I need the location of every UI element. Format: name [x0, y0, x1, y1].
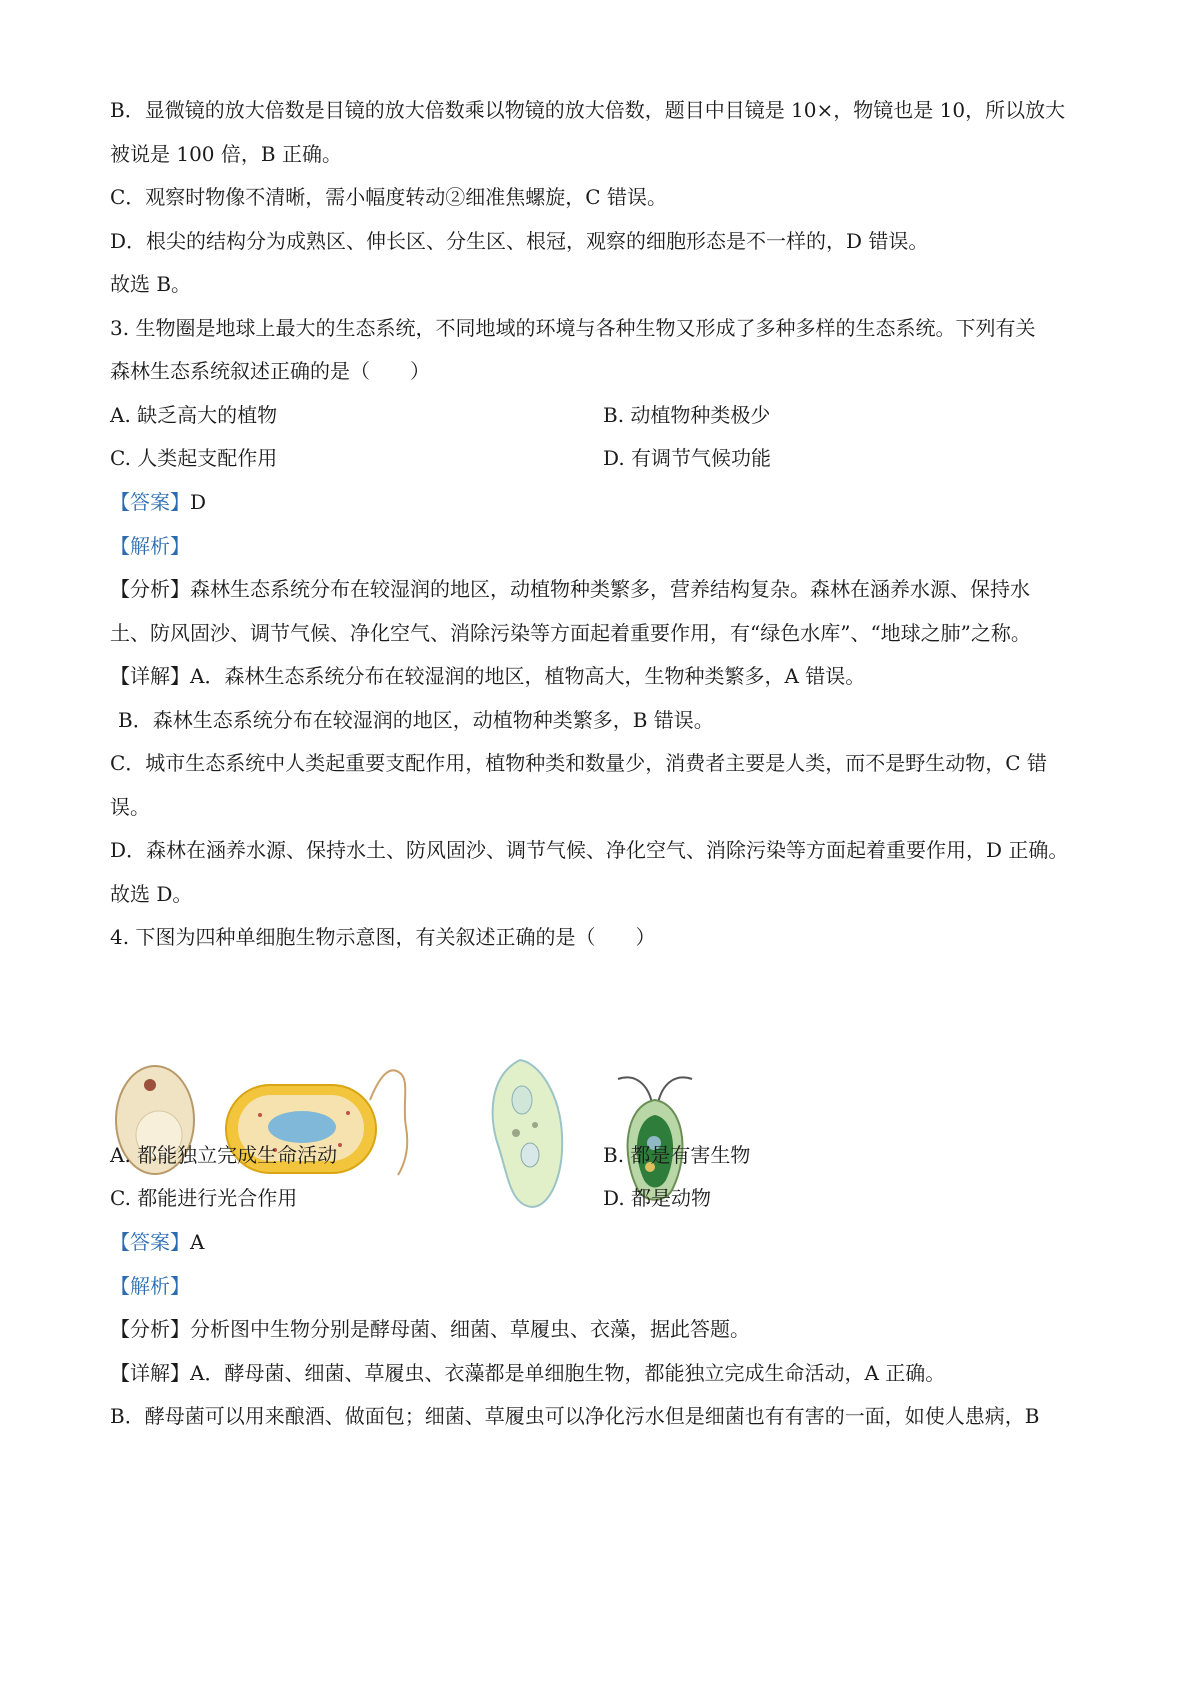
analysis-tag: 【解析】 — [110, 534, 190, 558]
q4-option-d: D. 都是动物 — [603, 1186, 712, 1210]
q2-option-b-explanation-line2: 被说是 100 倍，B 正确。 — [110, 142, 342, 166]
q4-fenxi — [110, 1315, 1100, 1343]
q4-xiangjie-b: B．酵母菌可以用来酿酒、做面包；细菌、草履虫可以净化污水但是细菌也有有害的一面，如使人患病，B — [110, 1404, 1040, 1428]
answer-tag: 【答案】 — [110, 490, 190, 514]
q3-xiangjie-c-line1: C．城市生态系统中人类起重要支配作用，植物种类和数量少，消费者主要是人类，而不是野生动物，C 错 — [110, 751, 1047, 775]
q3-fenxi-line2: 土、防风固沙、调节气候、净化空气、消除污染等方面起着重要作用，有“绿色水库”、“地球之肺”之称。 — [110, 621, 1031, 645]
q4-option-b: B. 都是有害生物 — [603, 1143, 751, 1167]
q3-xiangjie-b: B．森林生态系统分布在较湿润的地区，动植物种类繁多，B 错误。 — [118, 708, 714, 732]
q4-option-c: C. 都能进行光合作用 — [110, 1186, 298, 1210]
fenxi-text: 森林生态系统分布在较湿润的地区，动植物种类繁多，营养结构复杂。森林在涵养水源、保持水 — [190, 577, 1030, 601]
q3-option-c: C. 人类起支配作用 — [110, 446, 278, 470]
q3-option-d: D. 有调节气候功能 — [603, 446, 772, 470]
q3-fenxi-line1 — [110, 575, 1100, 603]
q3-option-a: A. 缺乏高大的植物 — [110, 403, 278, 427]
q3-xiangjie-a — [110, 662, 1100, 690]
analysis-tag: 【解析】 — [110, 1274, 190, 1298]
q2-option-c-explanation: C．观察时物像不清晰，需小幅度转动②细准焦螺旋，C 错误。 — [110, 185, 667, 209]
q3-conclusion: 故选 D。 — [110, 882, 193, 906]
answer-value: D — [190, 490, 207, 514]
q3-answer — [110, 488, 1100, 516]
fenxi-text: 分析图中生物分别是酵母菌、细菌、草履虫、衣藻，据此答题。 — [190, 1317, 750, 1341]
q4-stem: 4. 下图为四种单细胞生物示意图，有关叙述正确的是（ ） — [110, 925, 656, 949]
answer-tag: 【答案】 — [110, 1230, 190, 1254]
q2-conclusion: 故选 B。 — [110, 272, 192, 296]
bacterium-icon — [220, 1055, 420, 1190]
paramecium-icon — [480, 1055, 570, 1215]
q3-stem-line1: 3. 生物圈是地球上最大的生态系统，不同地域的环境与各种生物又形成了多种多样的生态系统。下列有关 — [110, 316, 1036, 340]
q4-answer — [110, 1228, 1100, 1256]
xiangjie-text: A．森林生态系统分布在较湿润的地区，植物高大，生物种类繁多，A 错误。 — [190, 664, 866, 688]
xiangjie-tag: 【详解】 — [110, 664, 190, 688]
q3-analysis-heading — [110, 532, 1100, 560]
q3-xiangjie-c-line2: 误。 — [110, 795, 150, 819]
fenxi-tag: 【分析】 — [110, 1317, 190, 1341]
answer-value: A — [190, 1230, 205, 1254]
q3-xiangjie-d: D．森林在涵养水源、保持水土、防风固沙、调节气候、净化空气、消除污染等方面起着重要作用，D 正确。 — [110, 838, 1069, 862]
q4-analysis-heading — [110, 1272, 1100, 1300]
q2-option-d-explanation: D．根尖的结构分为成熟区、伸长区、分生区、根冠，观察的细胞形态是不一样的，D 错误。 — [110, 229, 929, 253]
q4-xiangjie-a — [110, 1359, 1100, 1387]
q2-option-b-explanation-line1: B．显微镜的放大倍数是目镜的放大倍数乘以物镜的放大倍数，题目中目镜是 10×，物镜也是 10，所以放大 — [110, 98, 1066, 122]
xiangjie-tag: 【详解】 — [110, 1361, 190, 1385]
xiangjie-text: A．酵母菌、细菌、草履虫、衣藻都是单细胞生物，都能独立完成生命活动，A 正确。 — [190, 1361, 946, 1385]
q3-stem-line2: 森林生态系统叙述正确的是（ ） — [110, 359, 430, 383]
q3-option-b: B. 动植物种类极少 — [603, 403, 771, 427]
q4-option-a: A. 都能独立完成生命活动 — [110, 1143, 338, 1167]
fenxi-tag: 【分析】 — [110, 577, 190, 601]
